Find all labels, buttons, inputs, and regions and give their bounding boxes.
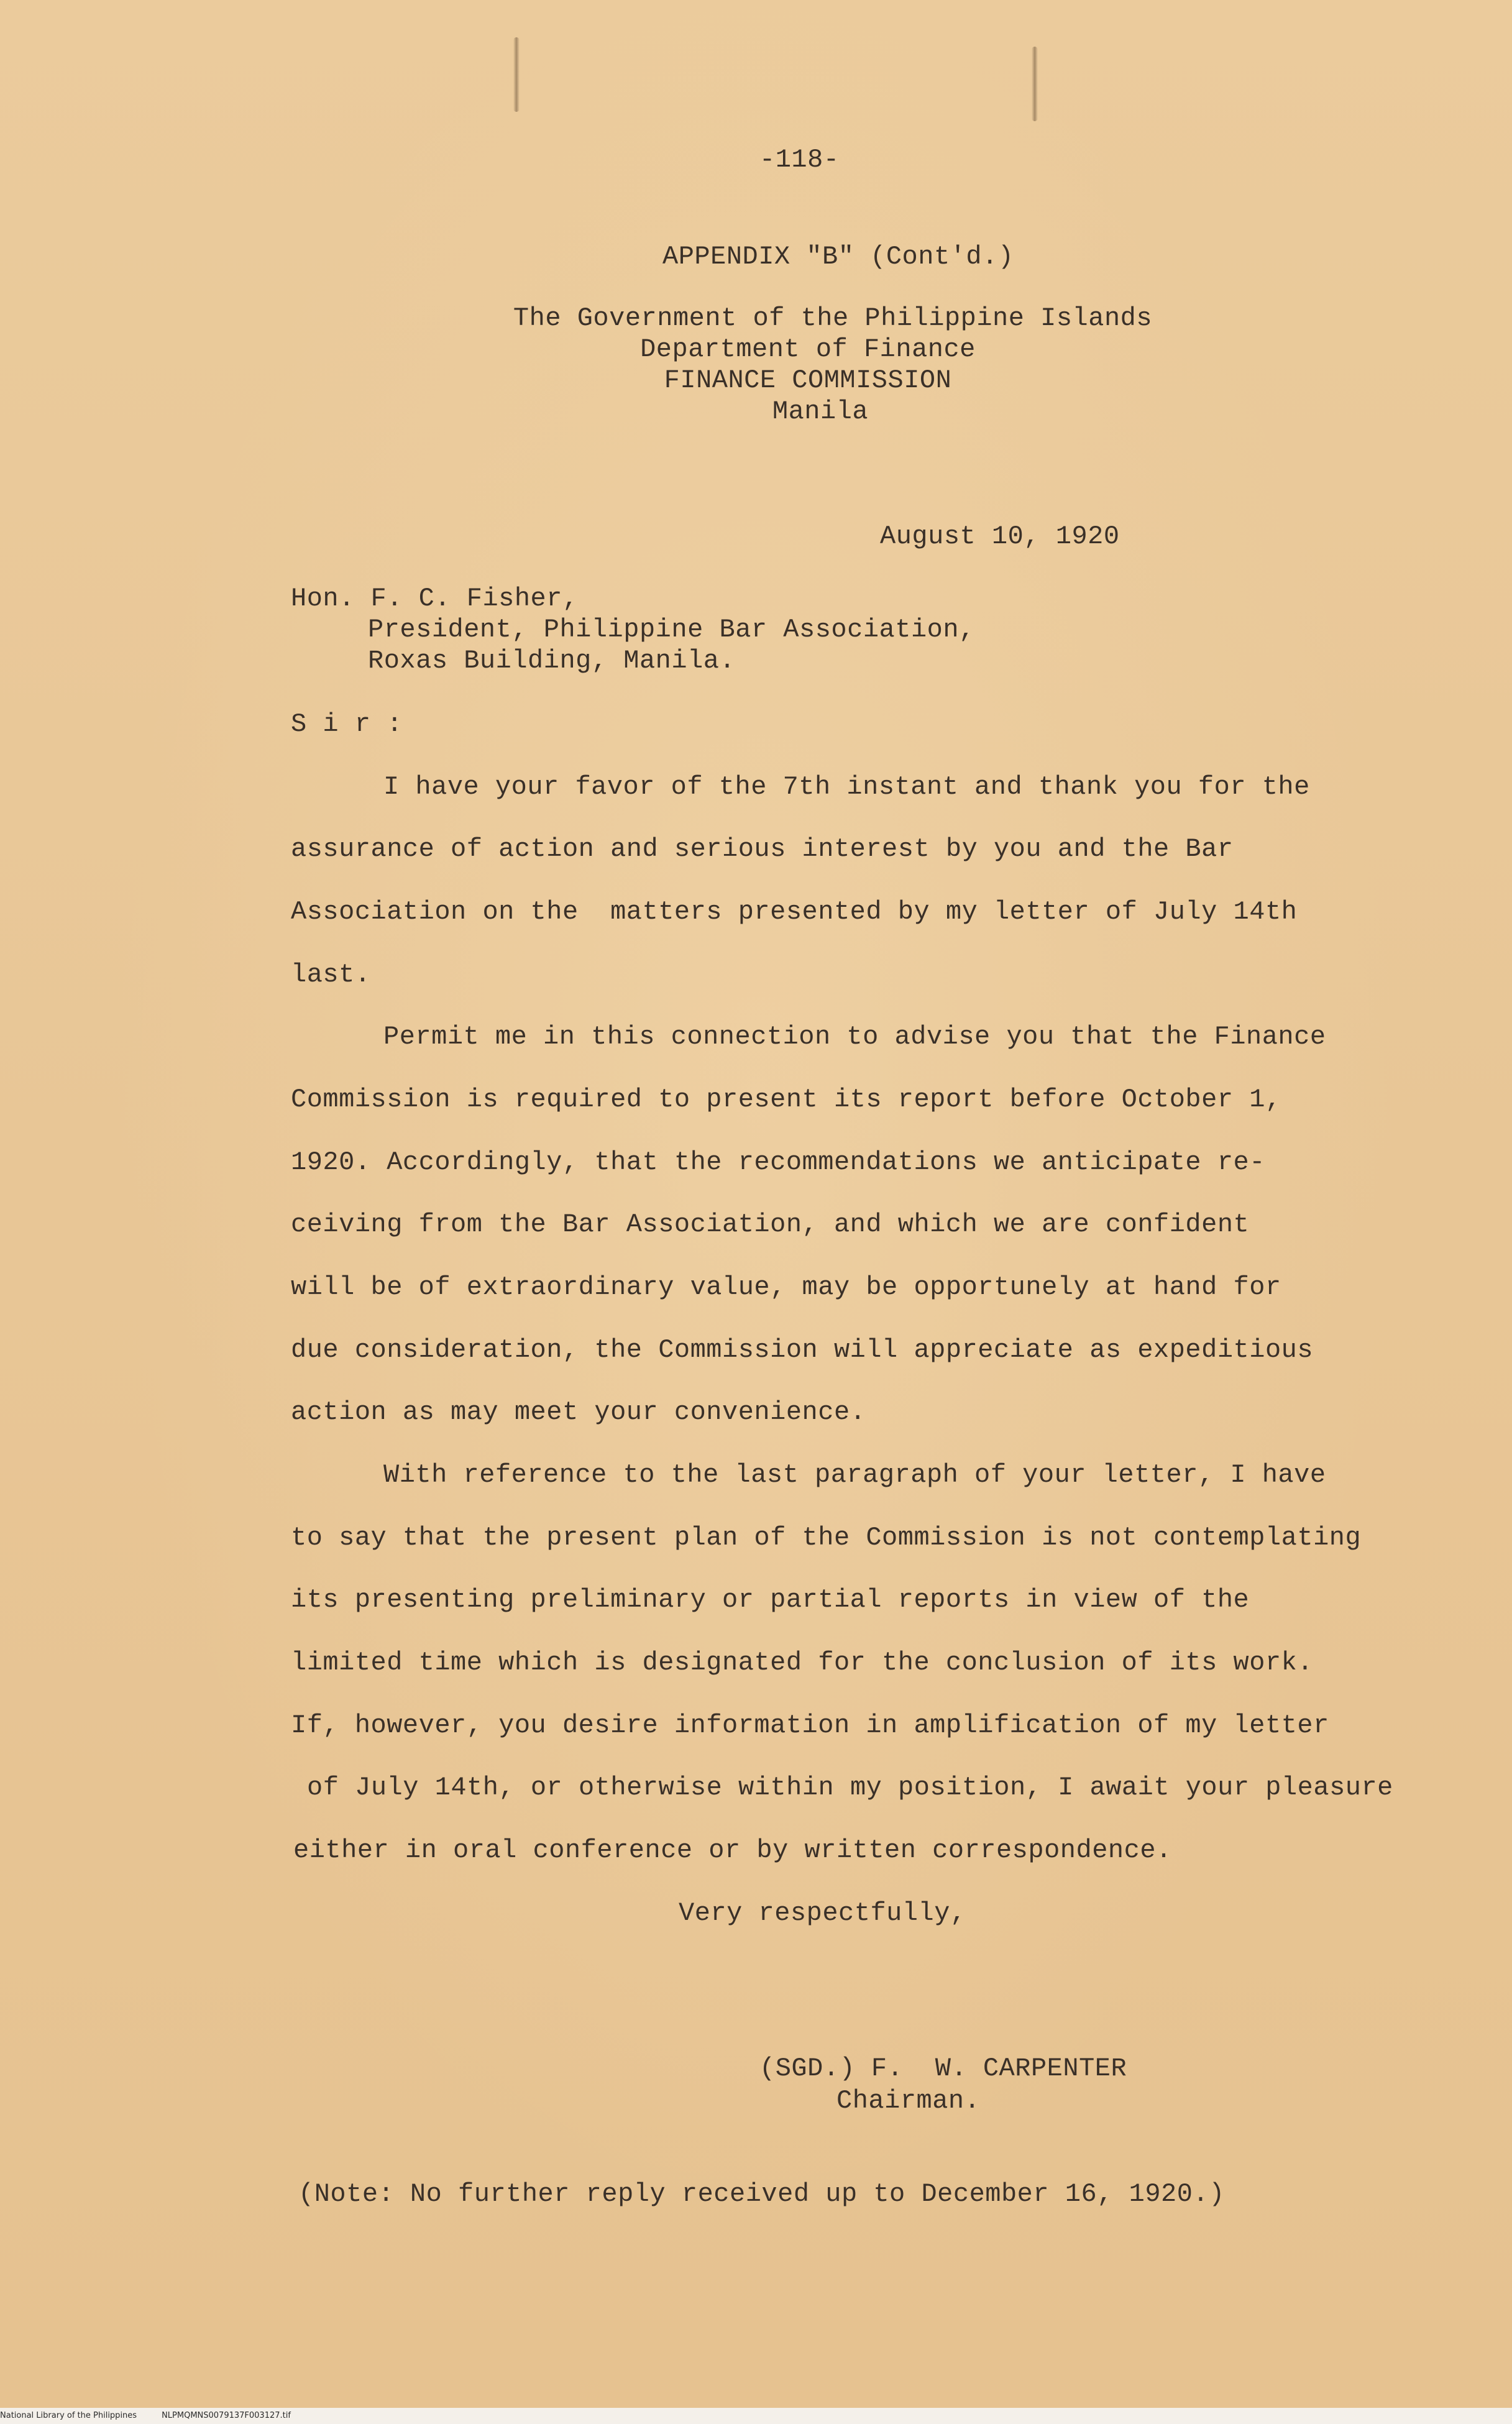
body-line: limited time which is designated for the conclusion of its work. (291, 1648, 1314, 1678)
scan-footer (0, 2411, 316, 2420)
body-line: of July 14th, or otherwise within my position, I await your pleasure (307, 1773, 1393, 1802)
letterhead-line: Manila (772, 397, 869, 426)
body-line: will be of extraordinary value, may be opportunely at hand for (291, 1272, 1281, 1302)
body-line: Permit me in this connection to advise you that the Finance (383, 1022, 1326, 1052)
body-line: action as may meet your convenience. (291, 1397, 866, 1427)
appendix-heading: APPENDIX "B" (Cont'd.) (662, 242, 1014, 272)
body-line: assurance of action and serious interest by you and the Bar (291, 834, 1234, 864)
addressee-line: Hon. F. C. Fisher, (291, 584, 579, 613)
note: (Note: No further reply received up to December 16, 1920.) (298, 2179, 1225, 2209)
body-line: 1920. Accordingly, that the recommendations we anticipate re- (291, 1147, 1265, 1177)
body-line: either in oral conference or by written correspondence. (293, 1835, 1172, 1865)
body-line: Commission is required to present its report before October 1, (291, 1085, 1281, 1114)
footer-library: National Library of the Philippines (0, 2411, 137, 2420)
body-line: last. (291, 960, 371, 989)
letterhead-line: Department of Finance (640, 334, 976, 364)
salutation: S i r : (291, 709, 403, 739)
body-line: to say that the present plan of the Commission is not contemplating (291, 1523, 1362, 1553)
signature: (SGD.) F. W. CARPENTER (759, 2054, 1127, 2083)
body-line: due consideration, the Commission will appreciate as expeditious (291, 1335, 1314, 1365)
body-line: its presenting preliminary or partial reports in view of the (291, 1585, 1250, 1615)
letterhead-line: The Government of the Philippine Islands (513, 303, 1153, 333)
body-line: Association on the matters presented by my letter of July 14th (291, 897, 1298, 927)
closing: Very respectfully, (679, 1898, 966, 1928)
page-number: -118- (759, 145, 840, 175)
punch-hole-left (513, 37, 520, 112)
body-line: If, however, you desire information in amplification of my letter (291, 1710, 1329, 1740)
body-line: I have your favor of the 7th instant and thank you for the (383, 772, 1310, 802)
addressee-line: President, Philippine Bar Association, (368, 615, 975, 645)
punch-hole-right (1032, 47, 1038, 121)
letter-date: August 10, 1920 (880, 521, 1120, 551)
body-line: ceiving from the Bar Association, and which we are confident (291, 1210, 1250, 1239)
footer-file-id: NLPMQMNS0079137F003127.tif (162, 2411, 291, 2420)
body-line: With reference to the last paragraph of your letter, I have (383, 1460, 1326, 1490)
signer-title: Chairman. (836, 2086, 981, 2116)
letterhead-line: FINANCE COMMISSION (664, 365, 952, 395)
addressee-line: Roxas Building, Manila. (368, 646, 736, 676)
